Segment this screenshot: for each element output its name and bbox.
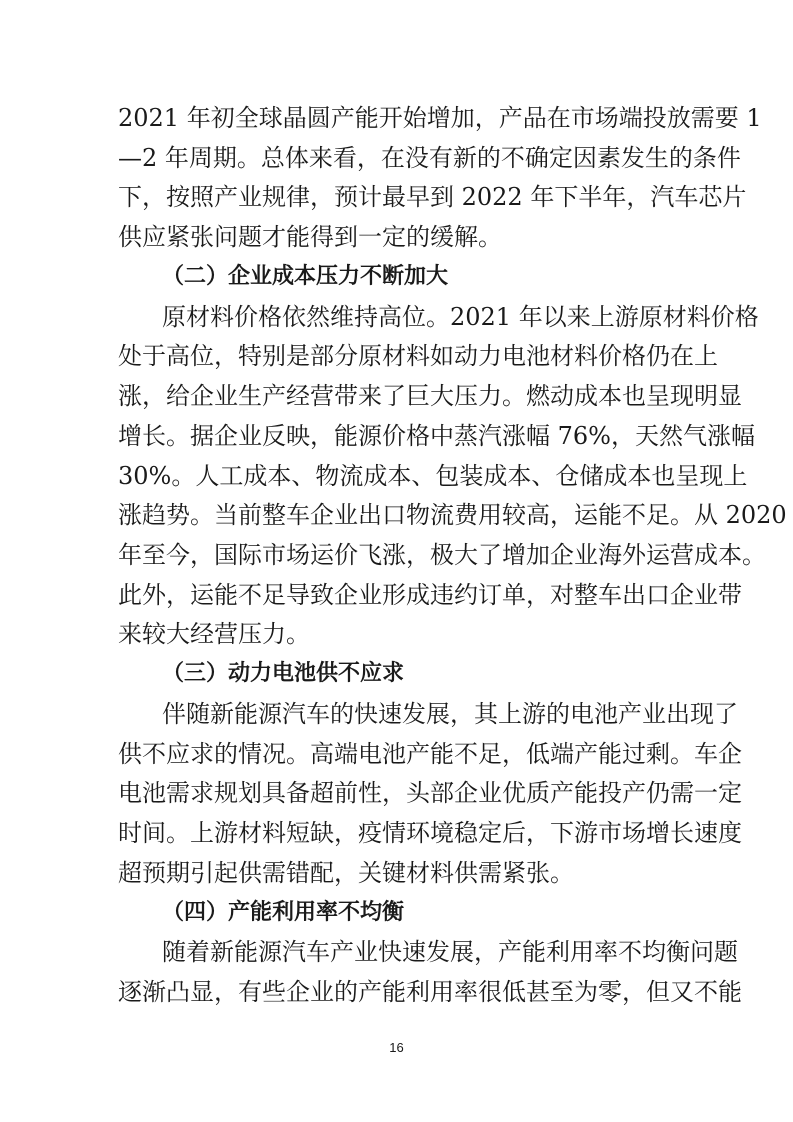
body-text-line: 2021 年初全球晶圆产能开始增加，产品在市场端投放需要 1 xyxy=(118,104,762,132)
body-text-line: 供不应求的情况。高端电池产能不足，低端产能过剩。车企 xyxy=(118,740,742,768)
body-text-line: 处于高位，特别是部分原材料如动力电池材料价格仍在上 xyxy=(118,342,718,370)
body-text-line: 下，按照产业规律，预计最早到 2022 年下半年，汽车芯片 xyxy=(118,183,747,211)
body-text-line: 随着新能源汽车产业快速发展，产能利用率不均衡问题 xyxy=(162,938,738,966)
body-text-line: 原材料价格依然维持高位。2021 年以来上游原材料价格 xyxy=(162,303,759,331)
section-heading: （四）产能利用率不均衡 xyxy=(162,900,405,925)
body-text-line: 年至今，国际市场运价飞涨，极大了增加企业海外运营成本。 xyxy=(118,541,766,569)
body-text-line: 电池需求规划具备超前性，头部企业优质产能投产仍需一定 xyxy=(118,779,742,807)
body-text-line: 涨，给企业生产经营带来了巨大压力。燃动成本也呈现明显 xyxy=(118,382,742,410)
body-text-line: 此外，运能不足导致企业形成违约订单，对整车出口企业带 xyxy=(118,581,742,609)
body-text-line: 时间。上游材料短缺，疫情环境稳定后，下游市场增长速度 xyxy=(118,819,742,847)
body-text-line: 涨趋势。当前整车企业出口物流费用较高，运能不足。从 2020 xyxy=(118,501,787,529)
body-text-line: 来较大经营压力。 xyxy=(118,620,310,648)
body-text-line: 30%。人工成本、物流成本、包装成本、仓储成本也呈现上 xyxy=(118,462,748,490)
section-heading: （三）动力电池供不应求 xyxy=(162,661,405,686)
body-text-line: 增长。据企业反映，能源价格中蒸汽涨幅 76%，天然气涨幅 xyxy=(118,422,755,450)
section-heading: （二）企业成本压力不断加大 xyxy=(162,264,449,289)
body-text-line: —2 年周期。总体来看，在没有新的不确定因素发生的条件 xyxy=(118,144,741,172)
body-text-line: 供应紧张问题才能得到一定的缓解。 xyxy=(118,223,502,251)
body-text-line: 逐渐凸显，有些企业的产能利用率很低甚至为零，但又不能 xyxy=(118,978,742,1006)
page-number: 16 xyxy=(389,1040,404,1055)
body-text-line: 伴随新能源汽车的快速发展，其上游的电池产业出现了 xyxy=(162,700,738,728)
body-text-line: 超预期引起供需错配，关键材料供需紧张。 xyxy=(118,859,574,887)
